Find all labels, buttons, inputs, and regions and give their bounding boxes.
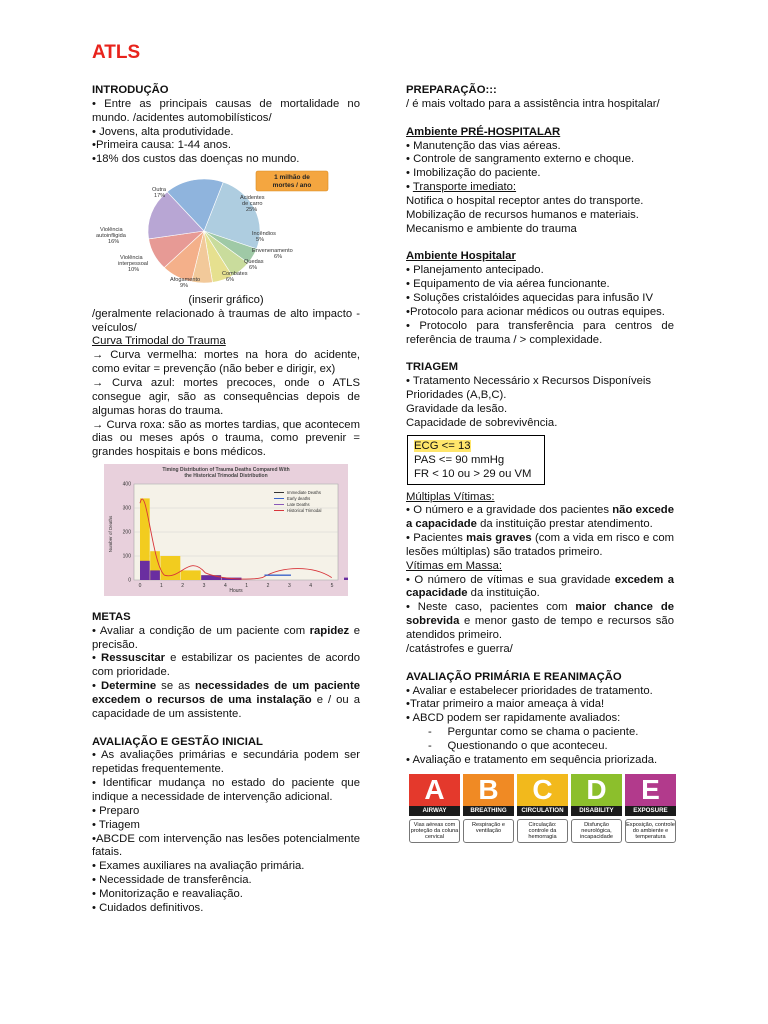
avaliacao-line: • Monitorização e reavaliação. bbox=[92, 887, 243, 900]
trimodal-heading: Curva Trimodal do Trauma bbox=[92, 335, 226, 348]
x-tick-label: 3 bbox=[202, 583, 206, 590]
abcde-word: DISABILITY bbox=[571, 806, 622, 816]
left-column bbox=[92, 84, 360, 916]
prep-heading: PREPARAÇÃO::: bbox=[406, 84, 497, 96]
intro-line: • Entre as principais causas de mortalidade no mundo. /acidentes automobilísticos/ bbox=[92, 97, 360, 124]
trimodal-line: → Curva vermelha: mortes na hora do acidente, como evitar = prevenção (não beber e dirigir, ex) bbox=[92, 349, 360, 376]
metas-item: • Determine se as necessidades de um paciente excedem o recursos de uma instalação e / ou a capacidade de um assistente. bbox=[92, 680, 361, 720]
pie-label: 17% bbox=[154, 193, 166, 200]
abcde-graphic bbox=[406, 774, 674, 844]
abcde-tile-a bbox=[409, 774, 460, 816]
avaliacao-line: •ABCDE com intervenção nas lesões potencialmente fatais. bbox=[92, 832, 360, 859]
abcde-tile-b bbox=[463, 774, 514, 816]
pie-label: Combates bbox=[222, 271, 248, 278]
pre-hosp-line: • Imobilização do paciente. bbox=[406, 167, 541, 180]
avaliacao-heading: AVALIAÇÃO E GESTÃO INICIAL bbox=[92, 735, 263, 748]
abcde-tile-d bbox=[571, 774, 622, 816]
y-tick-label: 200 bbox=[122, 529, 131, 536]
hosp-line: • Soluções cristalóides aquecidas para infusão IV bbox=[406, 291, 653, 304]
hosp-line: • Protocolo para transferência para centros de referência de trauma / > complexidade. bbox=[406, 319, 674, 346]
abcde-description: Respiração e ventilação bbox=[463, 819, 514, 843]
triagem-line: • Tratamento Necessário x Recursos Disponíveis bbox=[406, 375, 652, 388]
pie-label: Quedas bbox=[244, 259, 264, 266]
pie-label: Envenenamento bbox=[252, 248, 293, 255]
transporte-line: • Transporte imediato: bbox=[406, 181, 517, 194]
abcde-tile-c bbox=[517, 774, 568, 816]
hosp-line: • Planejamento antecipado. bbox=[406, 264, 544, 277]
pie-label: 25% bbox=[246, 207, 258, 214]
multiplas-heading: Múltiplas Vítimas: bbox=[406, 490, 495, 503]
after-chart-line: /geralmente relacionado à traumas de alto impacto - veículos/ bbox=[92, 307, 360, 334]
chart-title: Timing Distribution of Trauma Deaths Compared With bbox=[162, 467, 290, 474]
prep-line: / é mais voltado para a assistência intra hospitalar/ bbox=[406, 97, 660, 110]
primaria-heading: AVALIAÇÃO PRIMÁRIA E REANIMAÇÃO bbox=[406, 670, 622, 683]
abcde-description: Exposição, controle do ambiente e temperatura bbox=[625, 819, 676, 843]
pie-label: 10% bbox=[128, 267, 140, 274]
y-axis-label: Number of Deaths bbox=[108, 515, 113, 553]
avaliacao-line: • Preparo bbox=[92, 804, 140, 817]
avaliacao-line: • Identificar mudança no estado do paciente que indique a necessidade de intervenção adicional. bbox=[92, 777, 360, 803]
mortality-pie-chart bbox=[94, 169, 334, 289]
primaria-last: • Avaliação e tratamento em sequência priorizada. bbox=[406, 753, 658, 766]
massa-note: /catástrofes e guerra/ bbox=[406, 642, 513, 655]
abcde-word: EXPOSURE bbox=[625, 806, 676, 816]
primaria-line: • Avaliar e estabelecer prioridades de tratamento. bbox=[406, 684, 653, 697]
hosp-heading: Ambiente Hospitalar bbox=[406, 250, 516, 263]
metas-item: • Avaliar a condição de um paciente com rapidez e precisão. bbox=[92, 624, 360, 651]
pie-label: 9% bbox=[180, 283, 189, 290]
pre-hosp-line: • Controle de sangramento externo e choque. bbox=[406, 153, 635, 166]
pie-badge-line: mortes / ano bbox=[272, 182, 312, 190]
criteria-line: ECG <= 13 bbox=[414, 439, 471, 452]
x-axis-label: Hours bbox=[229, 588, 243, 595]
hosp-line: •Protocolo para acionar médicos ou outras equipes. bbox=[406, 305, 665, 318]
pie-label: 5% bbox=[256, 237, 265, 244]
abcde-tile-e bbox=[625, 774, 676, 816]
massa-item: • Neste caso, pacientes com maior chance de sobrevida e menor gasto de tempo e recursos são atendidos primeiro. bbox=[406, 601, 674, 641]
x-tick-label: 2 bbox=[266, 583, 270, 590]
triagem-sub: Capacidade de sobrevivência. bbox=[406, 416, 558, 429]
primaria-sub: - Questionando o que aconteceu. bbox=[428, 739, 608, 752]
primaria-line: •Tratar primeiro a maior ameaça à vida! bbox=[406, 698, 605, 711]
trimodal-chart bbox=[104, 464, 348, 596]
avaliacao-line: • As avaliações primárias e secundária podem ser repetidas frequentemente. bbox=[92, 749, 360, 776]
avaliacao-line: • Exames auxiliares na avaliação primária. bbox=[92, 860, 305, 873]
y-tick-label: 100 bbox=[122, 553, 131, 560]
massa-heading: Vítimas em Massa: bbox=[406, 559, 503, 572]
pie-label: Acidentes bbox=[240, 195, 265, 202]
primaria-sub: - Perguntar como se chama o paciente. bbox=[428, 726, 639, 739]
intro-line: •18% dos custos das doenças no mundo. bbox=[92, 153, 300, 166]
chart-title: the Historical Trimodal Distribution bbox=[184, 473, 268, 480]
legend-label: Early deaths bbox=[287, 496, 311, 502]
x-tick-label: 1 bbox=[159, 583, 163, 590]
hosp-line: • Equipamento de via aérea funcionante. bbox=[406, 278, 610, 291]
pre-hosp-sub: Mobilização de recursos humanos e materiais. bbox=[406, 208, 639, 221]
intro-line: •Primeira causa: 1-44 anos. bbox=[92, 139, 231, 152]
pie-label: Violência bbox=[120, 255, 143, 262]
pre-hosp-sub: Notifica o hospital receptor antes do transporte. bbox=[406, 194, 644, 207]
abcde-description: Vias aéreas com proteção da coluna cervical bbox=[409, 819, 460, 843]
triagem-heading: TRIAGEM bbox=[406, 361, 459, 374]
y-tick-label: 400 bbox=[122, 481, 131, 488]
pre-hosp-line: • Manutenção das vias aéreas. bbox=[406, 139, 561, 152]
triagem-sub: Gravidade da lesão. bbox=[406, 402, 508, 415]
abcde-letter: E bbox=[641, 773, 660, 805]
abcde-word: AIRWAY bbox=[409, 806, 460, 816]
pie-label: Outra bbox=[152, 187, 166, 194]
massa-item: • O número de vítimas e sua gravidade excedem a capacidade da instituição. bbox=[406, 573, 674, 600]
pie-label: autoinfligida bbox=[96, 233, 126, 240]
x-tick-label: 3 bbox=[287, 583, 291, 590]
abcde-letter: A bbox=[424, 773, 445, 805]
pre-hosp-sub: Mecanismo e ambiente do trauma bbox=[406, 222, 577, 235]
bar bbox=[150, 570, 160, 580]
intro-heading: INTRODUÇÃO bbox=[92, 84, 169, 96]
bar bbox=[201, 575, 221, 580]
abcde-letter: B bbox=[478, 773, 499, 805]
pie-label: de carro bbox=[242, 201, 263, 208]
avaliacao-line: • Necessidade de transferência. bbox=[92, 874, 252, 887]
multiplas-item: • Pacientes mais graves (com a vida em risco e com lesões múltiplas) são tratados primeiro. bbox=[406, 532, 675, 558]
abcde-word: CIRCULATION bbox=[517, 806, 568, 816]
right-column bbox=[406, 84, 674, 844]
legend-label: Late Deaths bbox=[287, 502, 310, 508]
pie-label: 6% bbox=[274, 254, 283, 261]
abcde-description: Disfunção neurológica, incapacidade bbox=[571, 819, 622, 843]
y-tick-label: 300 bbox=[122, 505, 131, 512]
bar bbox=[140, 561, 150, 580]
x-tick-label: 2 bbox=[181, 583, 185, 590]
x-tick-label: 0 bbox=[138, 583, 142, 590]
pie-label: 6% bbox=[226, 277, 235, 284]
bar bbox=[344, 578, 348, 580]
x-tick-label: 5 bbox=[330, 583, 334, 590]
pie-label: Incêndios bbox=[252, 231, 276, 238]
multiplas-item: • O número e a gravidade dos pacientes não excede a capacidade da instituição prestar atendimento. bbox=[406, 504, 674, 531]
y-tick-label: 0 bbox=[128, 577, 131, 584]
x-tick-label: 4 bbox=[309, 583, 313, 590]
metas-heading: METAS bbox=[92, 610, 131, 623]
bar bbox=[181, 570, 201, 580]
abcde-word: BREATHING bbox=[463, 806, 514, 816]
intro-line: • Jovens, alta produtividade. bbox=[92, 125, 234, 138]
pie-badge-line: 1 milhão de bbox=[274, 174, 310, 182]
legend-label: Historical Trimodal bbox=[287, 508, 322, 514]
abcde-letter: D bbox=[586, 773, 607, 805]
pie-label: 6% bbox=[249, 265, 258, 272]
bar bbox=[160, 556, 180, 580]
chart-caption: (inserir gráfico) bbox=[188, 293, 264, 306]
avaliacao-line: • Cuidados definitivos. bbox=[92, 901, 204, 914]
trimodal-line: → Curva azul: mortes precoces, onde o ATLS consegue agir, são as consequências depois de algumas horas do trauma. bbox=[92, 376, 360, 417]
criteria-line: PAS <= 90 mmHg bbox=[414, 453, 505, 466]
trimodal-line: → Curva roxa: são as mortes tardias, que acontecem dias ou meses após o trauma, como prevenir = grandes hospitais e bons médicos. bbox=[92, 418, 360, 459]
criteria-line: FR < 10 ou > 29 ou VM bbox=[414, 467, 532, 480]
pie-label: interpessoal bbox=[118, 261, 149, 268]
document-title: ATLS bbox=[92, 42, 141, 63]
avaliacao-line: • Triagem bbox=[92, 818, 140, 831]
metas-item: • Ressuscitar e estabilizar os pacientes de acordo com prioridade. bbox=[92, 652, 361, 679]
criteria-box bbox=[407, 435, 545, 485]
pie-label: Violência bbox=[100, 227, 123, 234]
primaria-line: • ABCD podem ser rapidamente avaliados: bbox=[406, 712, 621, 725]
x-tick-label: 4 bbox=[223, 583, 227, 590]
pie-label: 16% bbox=[108, 239, 120, 246]
abcde-letter: C bbox=[532, 773, 553, 805]
legend-label: Immediate Deaths bbox=[287, 490, 321, 496]
triagem-sub: Prioridades (A,B,C). bbox=[406, 389, 507, 402]
abcde-description: Circulação: controle da hemorragia bbox=[517, 819, 568, 843]
x-tick-label: 1 bbox=[245, 583, 249, 590]
pie-label: Afogamento bbox=[170, 277, 201, 284]
pre-hosp-heading: Ambiente PRÉ-HOSPITALAR bbox=[406, 125, 561, 138]
